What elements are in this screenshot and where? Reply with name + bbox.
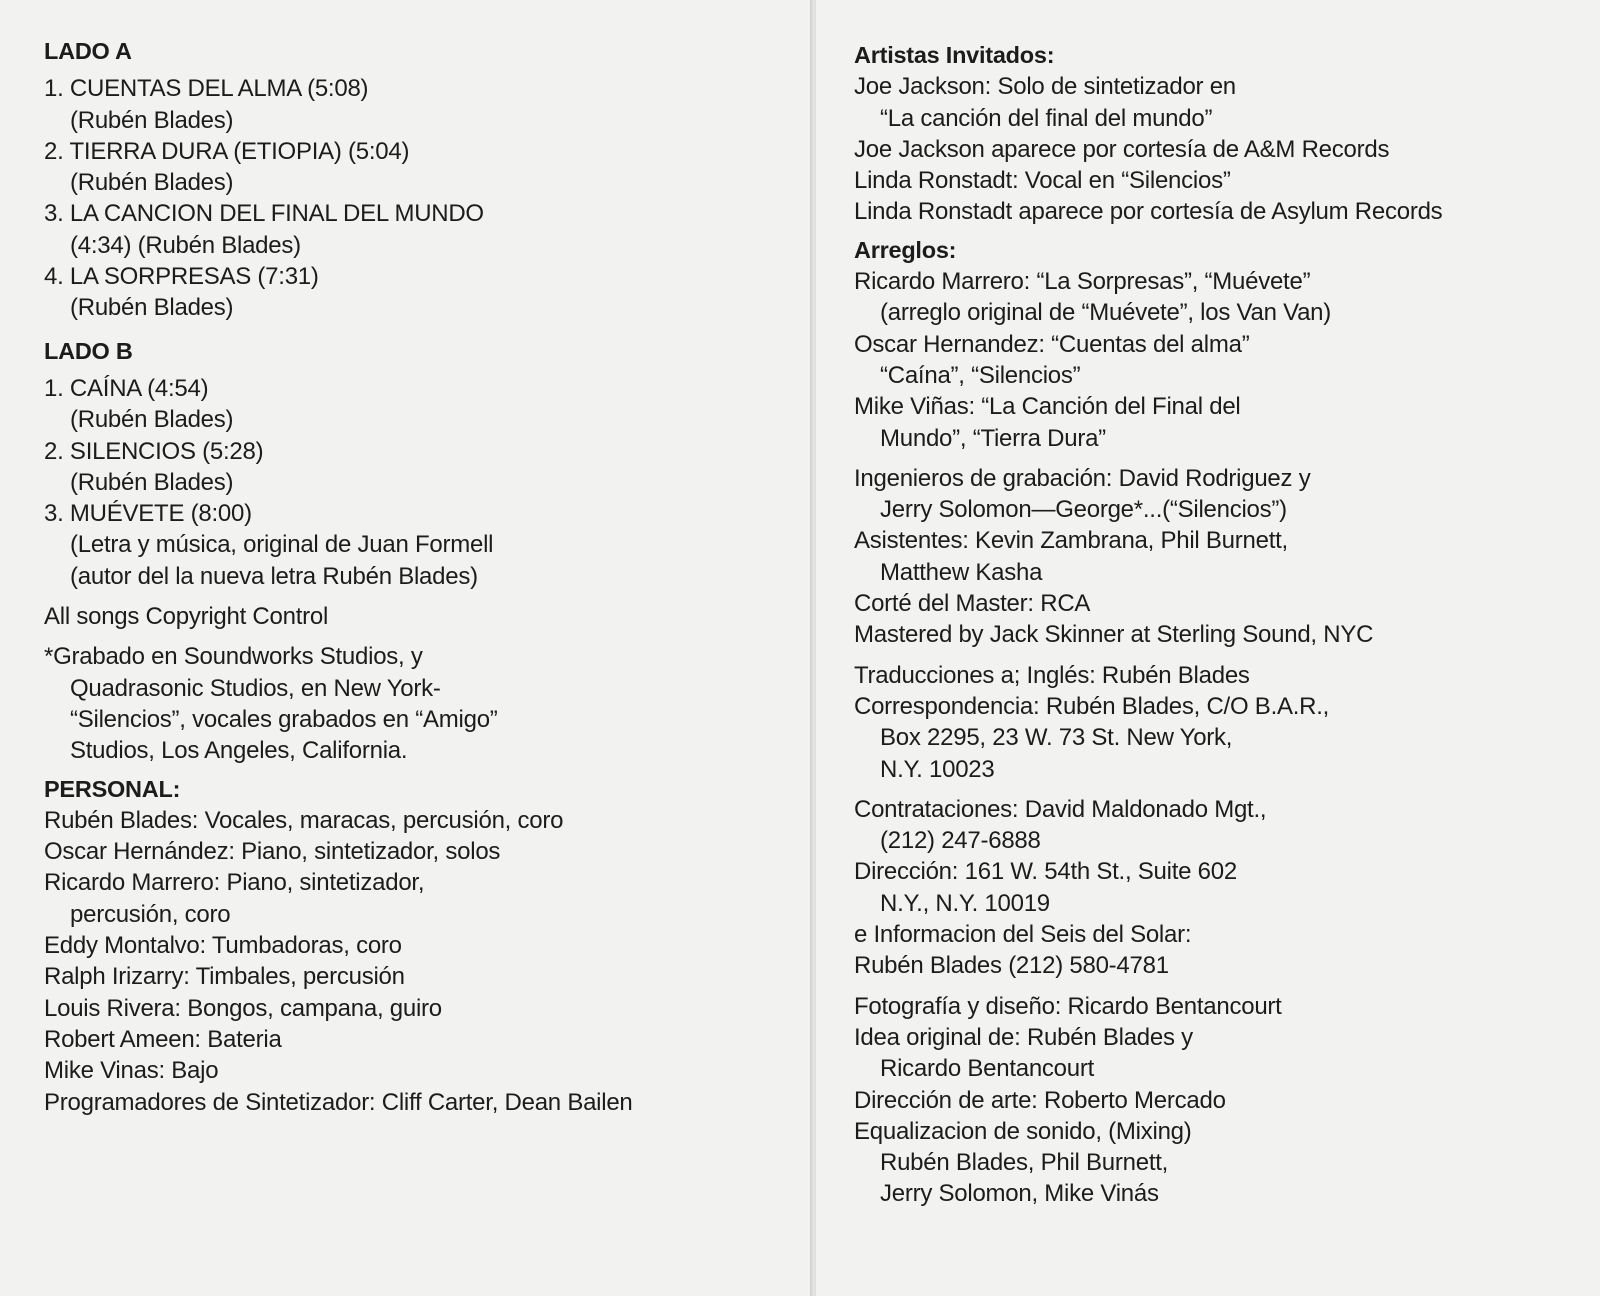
fotografia-block xyxy=(854,991,1580,1210)
recording-line: Studios, Los Angeles, California. xyxy=(70,737,408,765)
credit-line: Dirección: 161 W. 54th St., Suite 602 xyxy=(854,858,1237,886)
credit-line: Joe Jackson: Solo de sintetizador en xyxy=(854,73,1236,101)
personnel-line: Programadores de Sintetizador: Cliff Carter, Dean Bailen xyxy=(44,1088,633,1116)
lado-b-heading: LADO B xyxy=(44,337,133,364)
track-title: 4. LA SORPRESAS (7:31) xyxy=(44,263,319,291)
credit-line: Matthew Kasha xyxy=(880,558,1043,586)
track-credit: (Letra y música, original de Juan Formell xyxy=(70,531,494,559)
credit-line: Mundo”, “Tierra Dura” xyxy=(880,424,1106,452)
lado-a-heading: LADO A xyxy=(44,38,132,64)
artistas-list xyxy=(854,71,1580,227)
credit-line: e Informacion del Seis del Solar: xyxy=(854,921,1192,949)
credit-line: Linda Ronstadt aparece por cortesía de Asylum Records xyxy=(854,198,1443,226)
credit-line: Traducciones a; Inglés: Rubén Blades xyxy=(854,661,1250,689)
credit-line: Correspondencia: Rubén Blades, C/O B.A.R., xyxy=(854,692,1330,720)
traducciones-block xyxy=(854,660,1580,785)
personnel-line: Mike Vinas: Bajo xyxy=(44,1057,219,1085)
contrataciones-block xyxy=(854,794,1580,982)
personal-list xyxy=(44,805,791,1118)
personnel-line: Ralph Irizarry: Timbales, percusión xyxy=(44,963,405,991)
credit-line: Mastered by Jack Skinner at Sterling Sound, NYC xyxy=(854,621,1374,649)
credit-line: Asistentes: Kevin Zambrana, Phil Burnett, xyxy=(854,527,1288,555)
track-credit: (Rubén Blades) xyxy=(70,406,234,434)
credit-line: “Caína”, “Silencios” xyxy=(880,361,1081,389)
credit-line: (212) 247-6888 xyxy=(880,827,1041,855)
track-credit: (Rubén Blades) xyxy=(70,106,234,134)
arreglos-heading: Arreglos: xyxy=(854,236,957,263)
credit-line: (arreglo original de “Muévete”, los Van Van) xyxy=(880,299,1331,327)
credit-line: N.Y., N.Y. 10019 xyxy=(880,889,1050,917)
credit-line: Equalizacion de sonido, (Mixing) xyxy=(854,1117,1192,1145)
credit-line: Corté del Master: RCA xyxy=(854,590,1091,618)
recording-line: *Grabado en Soundworks Studios, y xyxy=(44,643,423,671)
credit-line: Rubén Blades, Phil Burnett, xyxy=(880,1149,1169,1177)
credit-line: Idea original de: Rubén Blades y xyxy=(854,1023,1193,1051)
credit-line: Jerry Solomon—George*...(“Silencios”) xyxy=(880,496,1287,524)
track-credit: (4:34) (Rubén Blades) xyxy=(70,231,301,259)
track-title: 2. SILENCIOS (5:28) xyxy=(44,437,264,465)
ingenieros-block xyxy=(854,463,1580,651)
track-title: 1. CAÍNA (4:54) xyxy=(44,374,209,402)
personal-heading: PERSONAL: xyxy=(44,775,181,802)
personnel-line: Rubén Blades: Vocales, maracas, percusión, coro xyxy=(44,806,564,834)
credit-line: Mike Viñas: “La Canción del Final del xyxy=(854,393,1241,421)
credit-line: Rubén Blades (212) 580-4781 xyxy=(854,952,1169,980)
credit-line: Fotografía y diseño: Ricardo Bentancourt xyxy=(854,992,1282,1020)
credit-line: N.Y. 10023 xyxy=(880,755,995,783)
personnel-line: Ricardo Marrero: Piano, sintetizador, xyxy=(44,869,425,897)
track-title: 3. MUÉVETE (8:00) xyxy=(44,500,252,528)
personnel-line: Louis Rivera: Bongos, campana, guiro xyxy=(44,994,442,1022)
track-credit: (Rubén Blades) xyxy=(70,468,234,496)
personnel-line: Robert Ameen: Bateria xyxy=(44,1025,282,1053)
lado-a-tracklist xyxy=(44,73,791,323)
credit-line: Oscar Hernandez: “Cuentas del alma” xyxy=(854,330,1250,358)
right-panel xyxy=(816,0,1600,1296)
recording-line: “Silencios”, vocales grabados en “Amigo” xyxy=(70,705,498,733)
personnel-line: Eddy Montalvo: Tumbadoras, coro xyxy=(44,932,402,960)
personnel-line: percusión, coro xyxy=(70,900,231,928)
credit-line: “La canción del final del mundo” xyxy=(880,104,1213,132)
track-credit: (Rubén Blades) xyxy=(70,294,234,322)
track-credit: (autor del la nueva letra Rubén Blades) xyxy=(70,562,478,590)
arreglos-list xyxy=(854,266,1580,454)
credit-line: Jerry Solomon, Mike Vinás xyxy=(880,1180,1159,1208)
credit-line: Ricardo Bentancourt xyxy=(880,1055,1095,1083)
recording-note xyxy=(44,641,791,766)
track-title: 3. LA CANCION DEL FINAL DEL MUNDO xyxy=(44,200,484,228)
lado-b-tracklist xyxy=(44,373,791,592)
credit-line: Ricardo Marrero: “La Sorpresas”, “Muévete” xyxy=(854,268,1311,296)
credit-line: Linda Ronstadt: Vocal en “Silencios” xyxy=(854,167,1231,195)
credit-line: Ingenieros de grabación: David Rodriguez y xyxy=(854,464,1311,492)
track-title: 1. CUENTAS DEL ALMA (5:08) xyxy=(44,75,369,103)
track-credit: (Rubén Blades) xyxy=(70,169,234,197)
track-title: 2. TIERRA DURA (ETIOPIA) (5:04) xyxy=(44,137,410,165)
artistas-heading: Artistas Invitados: xyxy=(854,42,1055,68)
credit-line: Dirección de arte: Roberto Mercado xyxy=(854,1086,1226,1114)
personnel-line: Oscar Hernández: Piano, sintetizador, solos xyxy=(44,838,501,866)
credit-line: Box 2295, 23 W. 73 St. New York, xyxy=(880,724,1233,752)
credit-line: Contrataciones: David Maldonado Mgt., xyxy=(854,795,1267,823)
credit-line: Joe Jackson aparece por cortesía de A&M Records xyxy=(854,135,1390,163)
recording-line: Quadrasonic Studios, en New York- xyxy=(70,674,441,702)
copyright-note: All songs Copyright Control xyxy=(44,603,329,631)
